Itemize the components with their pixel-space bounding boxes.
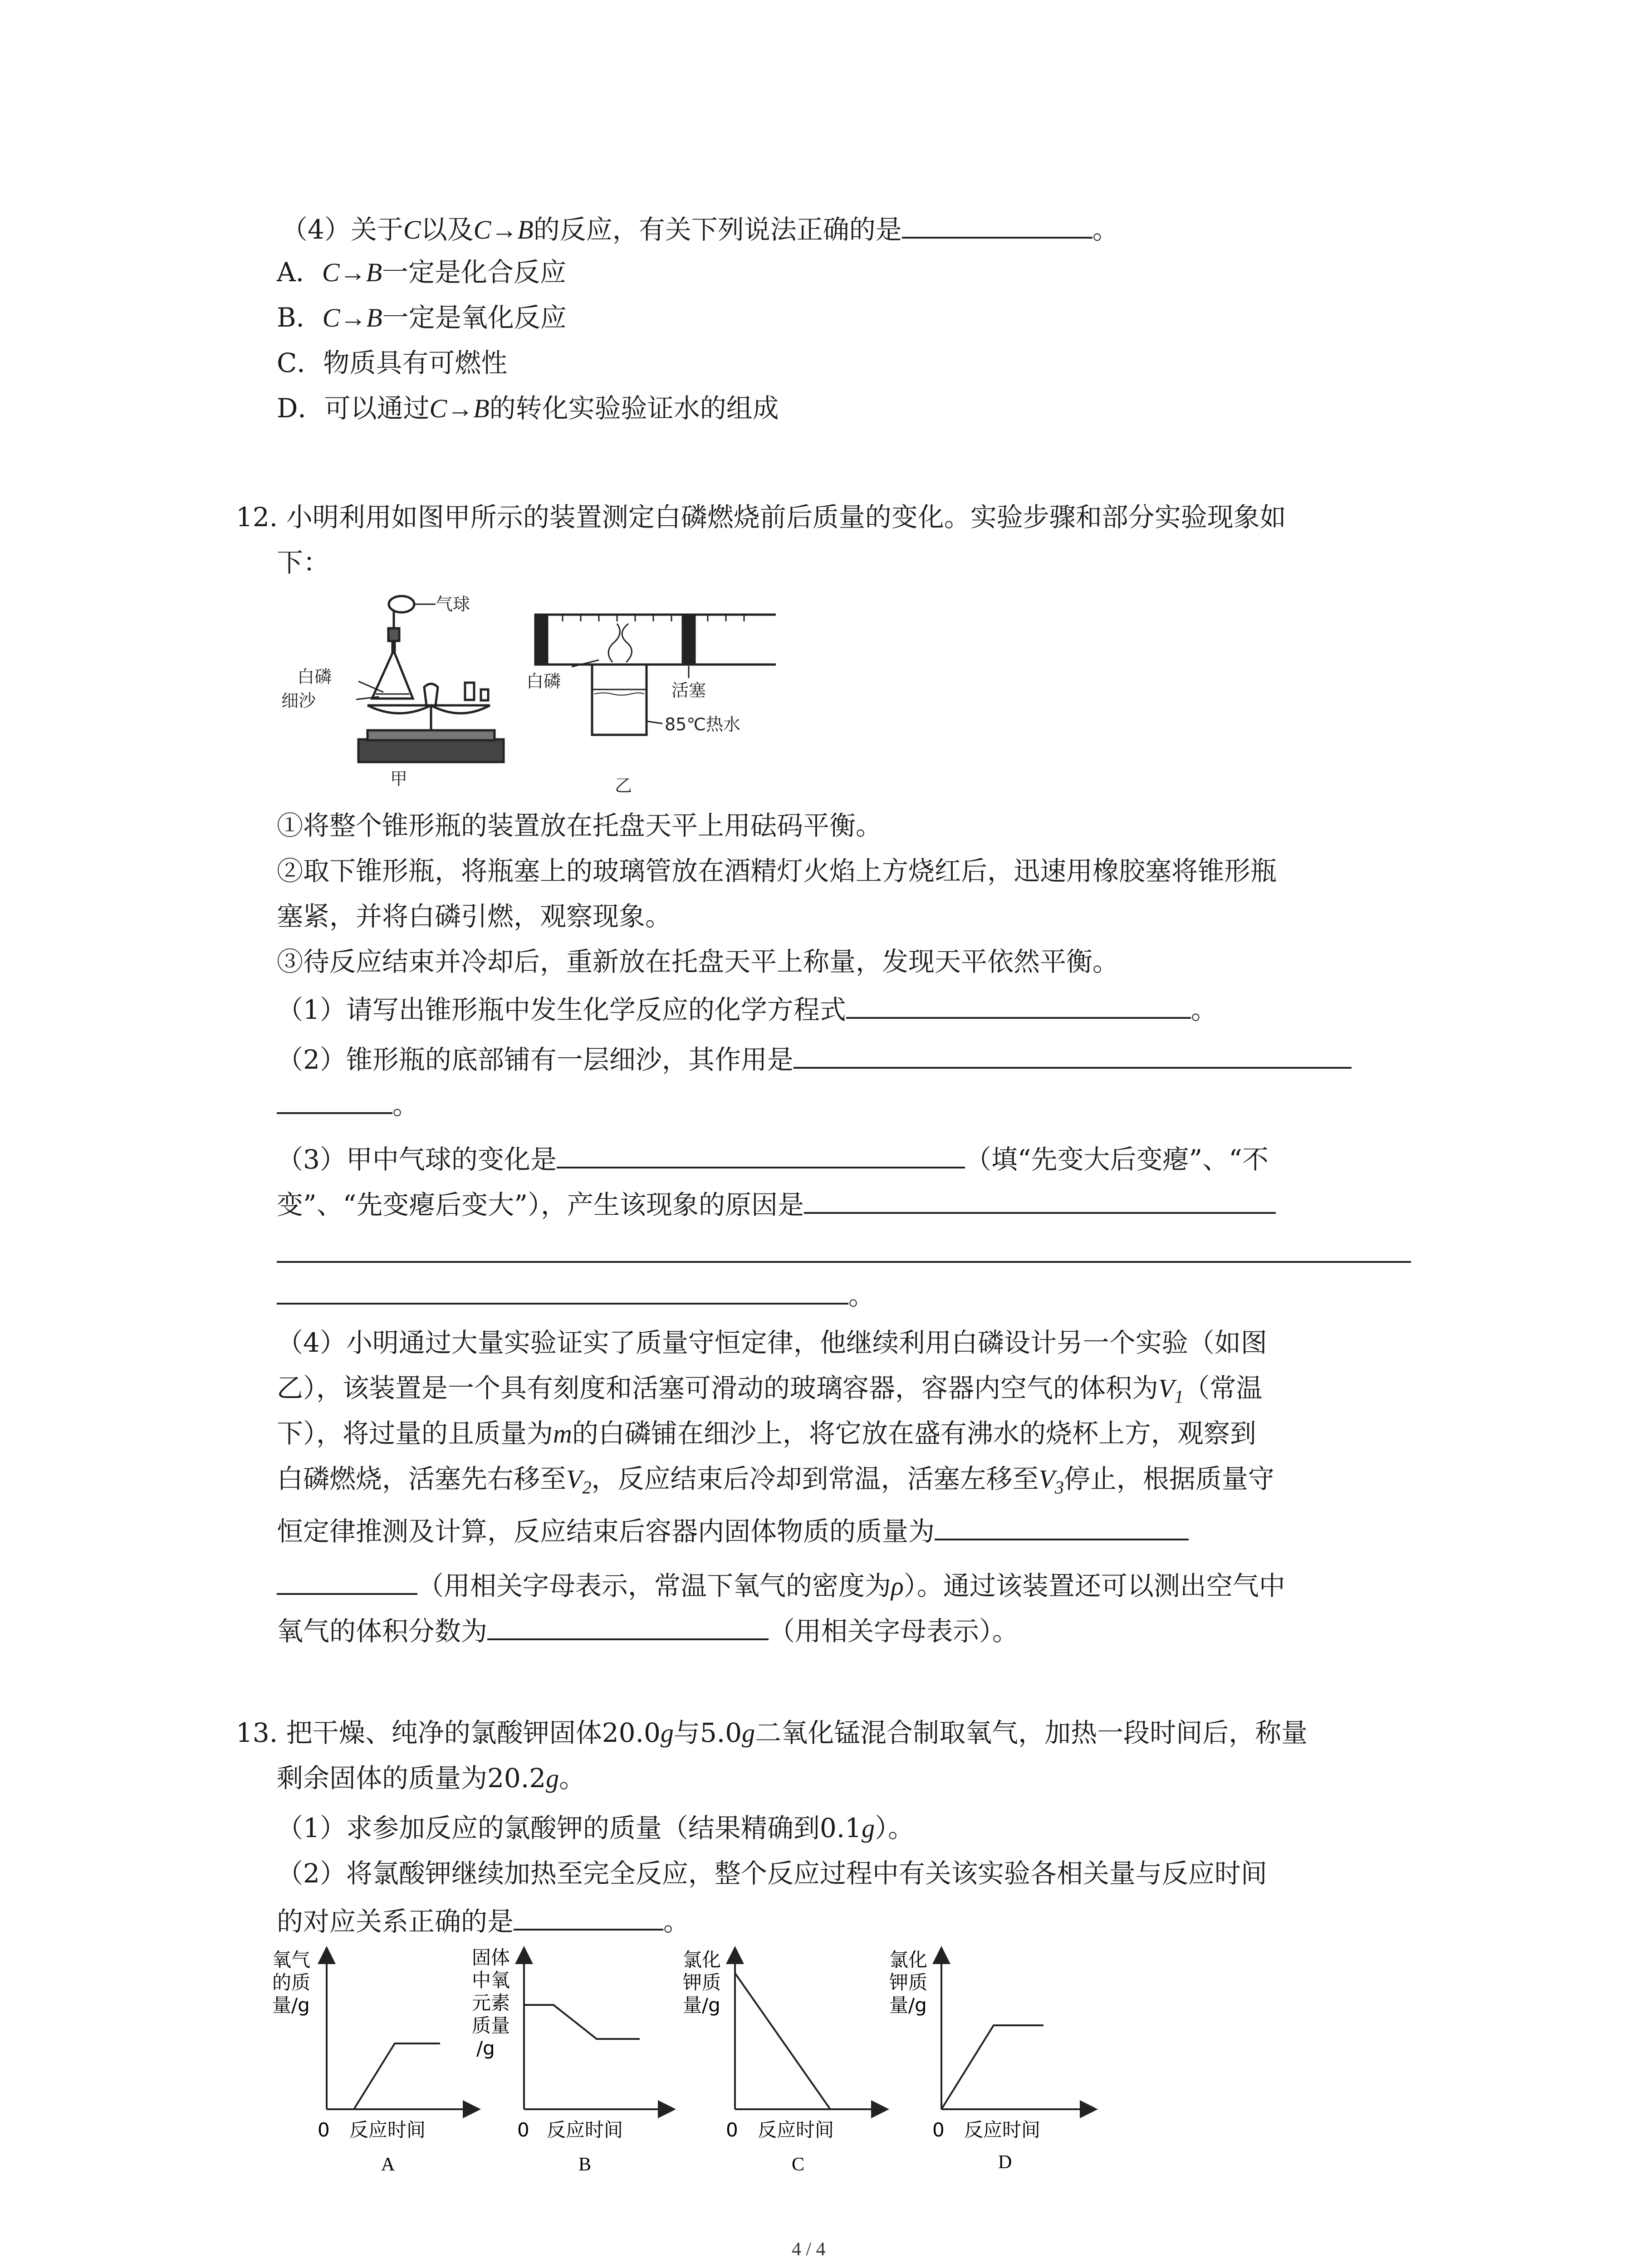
answer-blank[interactable] — [846, 989, 1191, 1019]
label-hot-water: 85℃热水 — [665, 714, 741, 734]
graph-c-letter: C — [792, 2154, 805, 2175]
q13-stem-line1: 13. 把干燥、纯净的氯酸钾固体20.0g与5.0g二氧化锰混合制取氧气，加热一段时间后，称量 — [236, 1717, 1308, 1748]
graph-b[interactable] — [472, 1946, 667, 2175]
graph-b-xlabel: 反应时间 — [547, 2119, 623, 2141]
graph-c-ylabel-3: 量/g — [683, 1994, 720, 2016]
balance-apparatus — [356, 596, 504, 762]
answer-blank[interactable] — [557, 1139, 965, 1168]
label-yi: 乙 — [615, 776, 632, 796]
graph-b-ylabel-1: 固体 — [472, 1946, 510, 1969]
graph-d-xlabel: 反应时间 — [964, 2119, 1041, 2141]
answer-blank[interactable] — [277, 1565, 417, 1595]
answer-blank[interactable] — [804, 1184, 1276, 1214]
label-balloon: 气球 — [436, 594, 470, 614]
graph-b-letter: B — [578, 2154, 592, 2175]
question-number: 12. — [236, 502, 278, 533]
q12-step-2-cont: 塞紧，并将白磷引燃，观察现象。 — [277, 901, 672, 932]
q11-part4-prompt: （4）关于C以及C→B的反应，有关下列说法正确的是 。 — [281, 209, 1119, 248]
q12-part3: （3）甲中气球的变化是 （填“先变大后变瘪”、“不 — [277, 1139, 1269, 1178]
graph-c-xlabel: 反应时间 — [758, 2119, 834, 2141]
answer-blank[interactable] — [277, 1084, 392, 1114]
q12-part1: （1）请写出锥形瓶中发生化学反应的化学方程式 。 — [277, 989, 1217, 1028]
graph-d-ylabel-1: 氯化 — [889, 1949, 928, 1971]
q12-part4-line3: 下），将过量的且质量为m的白磷铺在细沙上，将它放在盛有沸水的烧杯上方，观察到 — [277, 1418, 1256, 1449]
q12-part3-end: 。 — [277, 1275, 875, 1314]
answer-blank[interactable] — [277, 1275, 848, 1305]
graph-b-origin: 0 — [517, 2119, 529, 2141]
label-white-phosphorus-2: 白磷 — [526, 671, 561, 691]
q12-step-2: ②取下锥形瓶，将瓶塞上的玻璃管放在酒精灯火焰上方烧红后，迅速用橡胶塞将锥形瓶 — [277, 855, 1277, 886]
q11-option-b: B．C→B一定是氧化反应 — [277, 302, 567, 333]
graph-a-curve — [354, 2043, 440, 2109]
label-white-phosphorus: 白磷 — [297, 667, 332, 687]
graph-b-curve — [524, 2005, 640, 2039]
graph-d-ylabel-3: 量/g — [889, 1994, 927, 2016]
label-fine-sand: 细沙 — [281, 691, 316, 711]
question-number: 13. — [236, 1717, 278, 1748]
graph-b-ylabel-2: 中氧 — [472, 1969, 510, 1991]
graph-c-ylabel-2: 钾质 — [683, 1971, 721, 1994]
q13-part1: （1）求参加反应的氯酸钾的质量（结果精确到0.1g）。 — [277, 1813, 915, 1843]
answer-line[interactable] — [277, 1261, 1411, 1263]
graph-a-ylabel-2: 的质 — [272, 1971, 311, 1994]
q12-part4-line2: 乙），该装置是一个具有刻度和活塞可滑动的玻璃容器，容器内空气的体积为$V_1$（常温 — [277, 1373, 1263, 1407]
q11-option-d: D．可以通过C→B的转化实验验证水的组成 — [277, 393, 779, 424]
q13-part2-line1: （2）将氯酸钾继续加热至完全反应，整个反应过程中有关该实验各相关量与反应时间 — [277, 1858, 1267, 1889]
answer-blank[interactable] — [935, 1510, 1189, 1540]
q12-part4-line1: （4）小明通过大量实验证实了质量守恒定律，他继续利用白磷设计另一个实验（如图 — [277, 1327, 1267, 1358]
graph-d-curve — [941, 2025, 1043, 2109]
q12-part2-cont: 。 — [277, 1084, 419, 1123]
q11-option-c: C．物质具有可燃性 — [277, 347, 508, 378]
label-piston: 活塞 — [671, 680, 706, 700]
label-jia: 甲 — [390, 769, 408, 789]
graph-c[interactable] — [683, 1949, 880, 2175]
graph-b-ylabel-3: 元素 — [472, 1992, 510, 2014]
graph-a-ylabel-3: 量/g — [272, 1994, 310, 2016]
graph-c-curve — [735, 1973, 830, 2109]
graph-a-origin: 0 — [318, 2119, 330, 2141]
graph-d-letter: D — [998, 2152, 1012, 2173]
q12-apparatus-figure — [254, 585, 798, 798]
q12-step-1: ①将整个锥形瓶的装置放在托盘天平上用砝码平衡。 — [277, 810, 882, 841]
graph-a[interactable] — [272, 1949, 472, 2175]
graph-d-ylabel-2: 钾质 — [889, 1971, 928, 1994]
graph-c-origin: 0 — [726, 2119, 738, 2141]
q12-stem-line2: 下： — [277, 547, 330, 578]
answer-blank[interactable] — [487, 1610, 769, 1640]
answer-blank[interactable] — [902, 209, 1092, 239]
q11-option-a: A．C→B一定是化合反应 — [277, 257, 567, 288]
graph-a-ylabel-1: 氧气 — [272, 1949, 311, 1971]
q12-step-3: ③待反应结束并冷却后，重新放在托盘天平上称量，发现天平依然平衡。 — [277, 946, 1119, 977]
q12-part3-cont: 变”、“先变瘪后变大”），产生该现象的原因是 — [277, 1184, 1276, 1223]
page-number: 4 / 4 — [792, 2239, 826, 2260]
q12-stem-line1: 12. 小明利用如图甲所示的装置测定白磷燃烧前后质量的变化。实验步骤和部分实验现象如 — [236, 502, 1286, 533]
q12-part4-line5: 恒定律推测及计算，反应结束后容器内固体物质的质量为 — [277, 1510, 1189, 1549]
graph-d-origin: 0 — [932, 2119, 945, 2141]
q12-part4-line7: 氧气的体积分数为 （用相关字母表示）。 — [277, 1610, 1019, 1649]
answer-blank[interactable] — [794, 1039, 1352, 1069]
q12-part4-line4: 白磷燃烧，活塞先右移至$V_2$，反应结束后冷却到常温，活塞左移至$V_3$停止，根据质量守 — [277, 1463, 1274, 1498]
q13-stem-line2: 剩余固体的质量为20.2g。 — [277, 1763, 586, 1794]
q12-part2: （2）锥形瓶的底部铺有一层细沙，其作用是 — [277, 1039, 1352, 1078]
graph-a-letter: A — [381, 2154, 395, 2175]
q13-part2-line2: 的对应关系正确的是 。 — [277, 1901, 690, 1940]
q12-part4-line6: （用相关字母表示，常温下氧气的密度为ρ）。通过该装置还可以测出空气中 — [277, 1565, 1285, 1604]
graph-b-ylabel-5: /g — [476, 2037, 495, 2059]
graph-a-xlabel: 反应时间 — [349, 2119, 426, 2141]
answer-blank[interactable] — [514, 1901, 663, 1931]
graph-d[interactable] — [889, 1949, 1089, 2173]
graph-c-ylabel-1: 氯化 — [683, 1949, 721, 1971]
q13-graphs — [272, 1946, 1112, 2182]
graph-b-ylabel-4: 质量 — [472, 2014, 510, 2037]
